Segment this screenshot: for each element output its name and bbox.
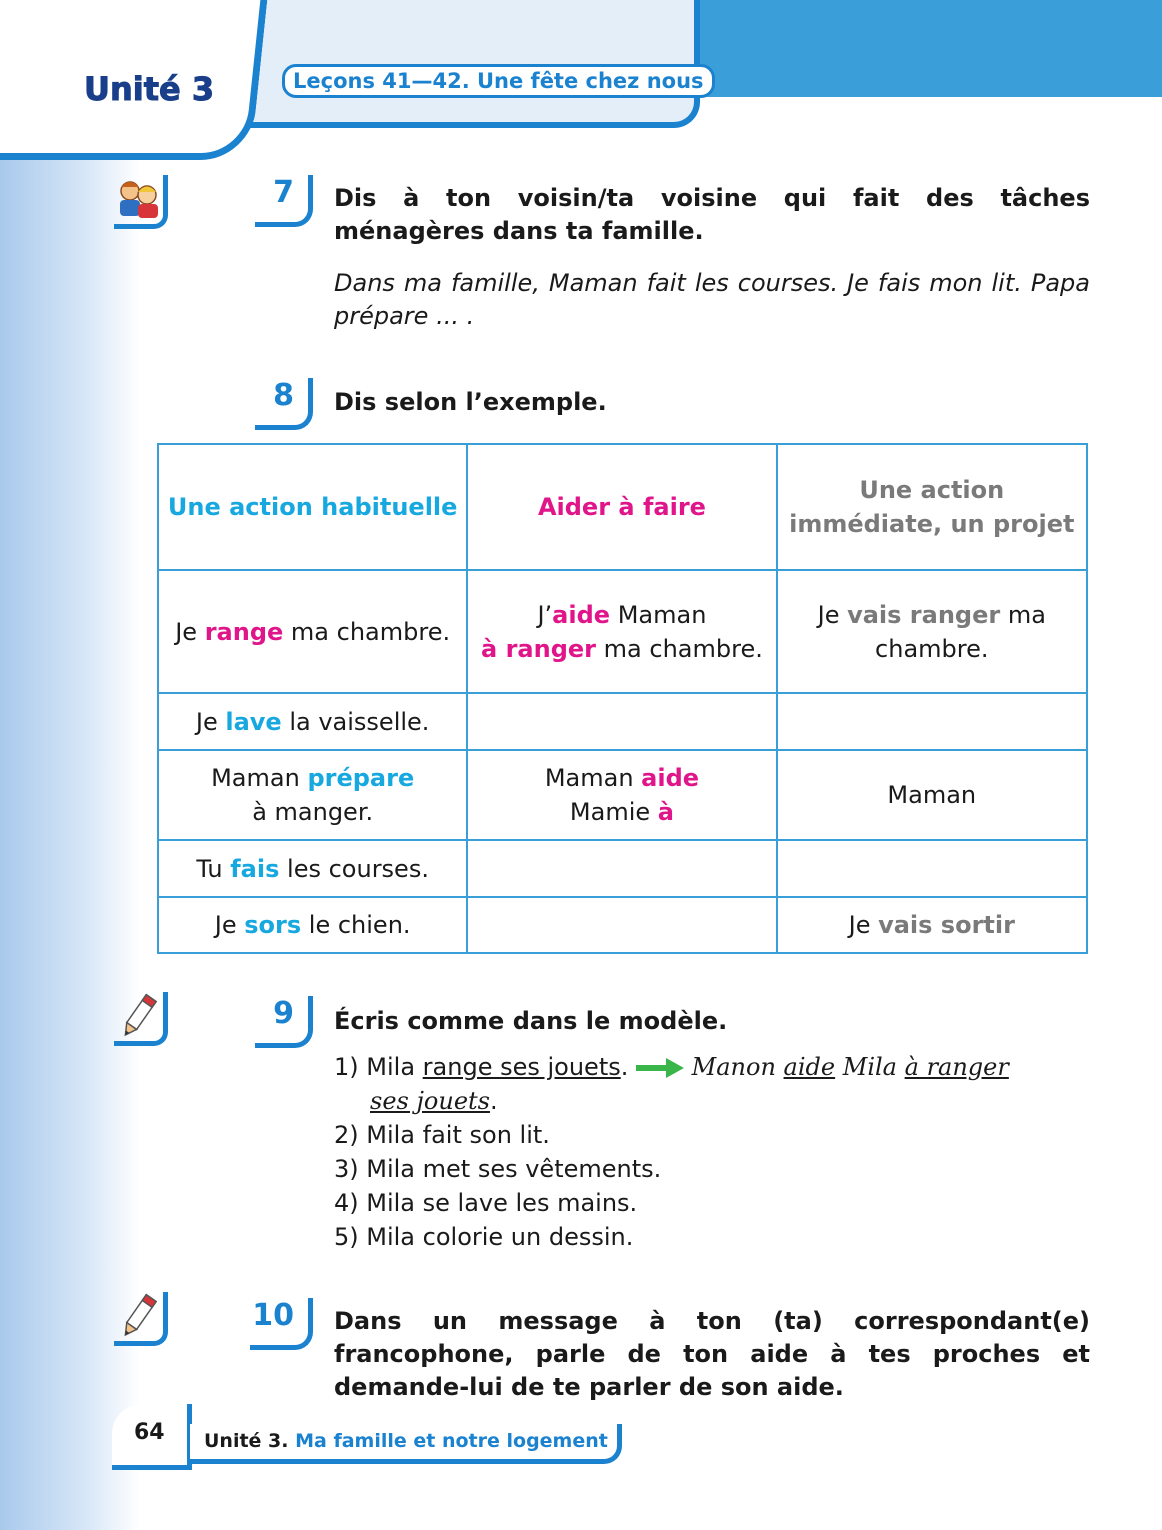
exercise-number: 8 (255, 378, 313, 430)
table-cell (777, 570, 1087, 693)
lesson-title: Leçons 41—42. Une fête chez nous (282, 64, 715, 98)
header-band (640, 0, 1162, 97)
table-header-row (158, 444, 1087, 570)
cell-text: à manger. (252, 798, 374, 826)
exercise-9-list (334, 1050, 1094, 1254)
header-immediate: Une action immédiate, un projet (789, 476, 1075, 538)
cell-text: Maman (887, 781, 977, 809)
cell-text: ma chambre. (290, 617, 451, 646)
header-help: Aider à faire (537, 493, 706, 521)
cell-highlight: sors (244, 911, 302, 939)
exercise-number: 10 (250, 1298, 313, 1350)
conjugation-table (157, 443, 1088, 954)
cell-text: Je (848, 911, 871, 939)
cell-highlight: à (657, 798, 674, 826)
exercise-7-example: Dans ma famille, Maman fait les courses. Je fais mon lit. Papa prépare ... . (334, 269, 1090, 330)
exercise-number: 9 (255, 996, 313, 1048)
cell-text: Maman (617, 600, 707, 629)
table-row (158, 897, 1087, 953)
table-cell (467, 570, 776, 693)
table-header-cell (467, 444, 776, 570)
table-cell (158, 897, 467, 953)
list-item: 2) Mila fait son lit. (334, 1121, 550, 1149)
exercise-9-instruction: Écris comme dans le modèle. (334, 1007, 728, 1035)
exercise-10-instruction: Dans un message à ton (ta) correspondant(e) francophone, parle de ton aide à tes proches et demande-lui de te parler de son aide. (334, 1307, 1090, 1401)
cell-highlight: lave (225, 707, 282, 736)
exercise-7-instruction: Dis à ton voisin/ta voisine qui fait des tâches ménagères dans ta famille. (334, 184, 1090, 245)
page-number: 64 (134, 1420, 165, 1445)
cell-text: ma chambre. (603, 634, 763, 663)
exercise-8-instruction: Dis selon l’exemple. (334, 388, 607, 416)
table-cell (158, 750, 467, 840)
footer-title (204, 1430, 608, 1452)
cell-text: Je (175, 617, 198, 646)
footer-unit-title: Ma famille et notre logement (295, 1430, 608, 1452)
cell-text: Maman (544, 764, 634, 792)
arrow-right-icon (636, 1058, 684, 1078)
table-cell-empty (467, 840, 776, 897)
handwritten-underlined: ses jouets (370, 1087, 490, 1115)
table-cell-empty (777, 693, 1087, 750)
cell-text: les courses. (287, 854, 429, 883)
cell-text: Maman (211, 764, 300, 792)
cell-text: J’ (537, 600, 553, 629)
handwritten-underlined: à ranger (904, 1053, 1009, 1081)
table-cell-empty (467, 897, 776, 953)
cell-text: Tu (196, 854, 223, 883)
table-cell-empty (467, 693, 776, 750)
header-habitual: Une action habituelle (167, 493, 458, 521)
table-cell (158, 693, 467, 750)
cell-text: la vaisselle. (289, 707, 430, 736)
handwritten-underlined: aide (783, 1053, 836, 1081)
list-item-model (334, 1050, 1094, 1118)
item-text: . (489, 1087, 498, 1115)
table-cell (777, 897, 1087, 953)
pencil-icon (114, 1292, 168, 1346)
cell-text: Je (214, 911, 237, 939)
footer-unit: Unité 3. (204, 1430, 289, 1452)
list-item: 3) Mila met ses vêtements. (334, 1155, 662, 1183)
cell-highlight: aide (552, 600, 611, 629)
cell-text: ma chambre. (875, 600, 1046, 663)
cell-text: Je (817, 600, 840, 629)
handwritten-text: Manon (691, 1053, 776, 1081)
cell-highlight: aide (641, 764, 700, 792)
cell-highlight: vais ranger (847, 600, 1001, 629)
cell-highlight: range (204, 617, 284, 646)
item-text: Mila (366, 1053, 416, 1081)
table-header-cell (158, 444, 467, 570)
cell-highlight: vais sortir (878, 911, 1015, 939)
list-item: 5) Mila colorie un dessin. (334, 1223, 634, 1251)
table-cell-empty (777, 840, 1087, 897)
underlined-text: range ses jouets (422, 1053, 621, 1081)
cell-text: Je (195, 707, 218, 736)
pencil-icon (114, 992, 168, 1046)
item-text: . (620, 1053, 629, 1081)
table-cell (158, 570, 467, 693)
cell-highlight: à ranger (481, 634, 597, 663)
exercise-number: 7 (255, 175, 313, 227)
list-item: 4) Mila se lave les mains. (334, 1189, 638, 1217)
table-row (158, 693, 1087, 750)
cell-highlight: prépare (307, 764, 415, 792)
cell-text: le chien. (308, 911, 411, 939)
pair-work-icon (114, 175, 168, 229)
table-row (158, 750, 1087, 840)
table-header-cell (777, 444, 1087, 570)
table-cell (158, 840, 467, 897)
table-row (158, 840, 1087, 897)
cell-highlight: fais (230, 854, 280, 883)
handwritten-text: Mila (842, 1053, 897, 1081)
table-cell (777, 750, 1087, 840)
table-cell (467, 750, 776, 840)
item-number: 1) (334, 1053, 359, 1081)
cell-text: Mamie (569, 798, 651, 826)
table-row (158, 570, 1087, 693)
unit-title: Unité 3 (84, 70, 215, 108)
